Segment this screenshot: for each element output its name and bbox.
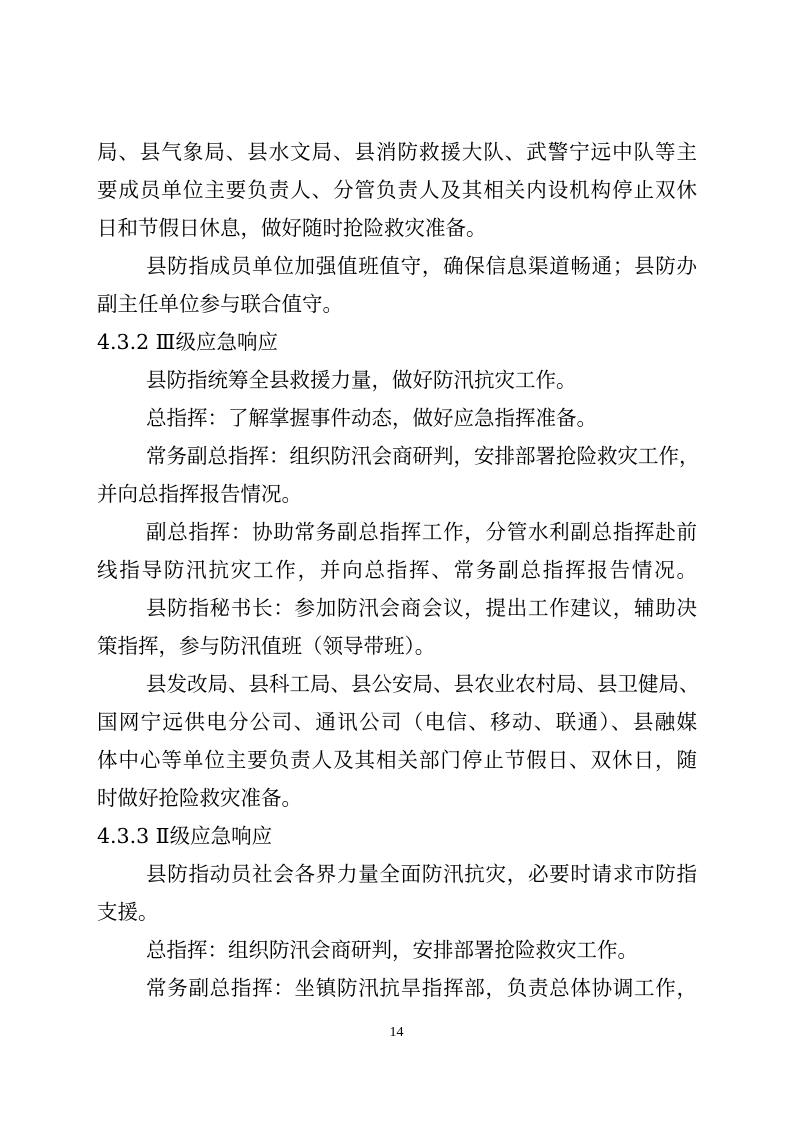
body-text-line: 副主任单位参与联合值守。 — [97, 292, 343, 316]
body-text-line: 策指挥，参与防汛值班（领导带班）。 — [97, 634, 436, 658]
section-heading-4-3-2: 4.3.2 Ⅲ级应急响应 — [97, 330, 278, 354]
body-text-line: 体中心等单位主要负责人及其相关部门停止节假日、双休日，随 — [97, 748, 697, 772]
body-text-line: 局、县气象局、县水文局、县消防救援大队、武警宁远中队等主 — [97, 140, 697, 164]
body-text-line: 县发改局、县科工局、县公安局、县农业农村局、县卫健局、 — [146, 672, 700, 696]
body-text-line: 支援。 — [97, 900, 159, 924]
body-text-line: 线指导防汛抗灾工作，并向总指挥、常务副总指挥报告情况。 — [97, 558, 697, 582]
body-text-line: 县防指动员社会各界力量全面防汛抗灾，必要时请求市防指 — [146, 862, 697, 886]
body-text-line: 日和节假日休息，做好随时抢险救灾准备。 — [97, 216, 487, 240]
body-text-line: 总指挥：了解掌握事件动态，做好应急指挥准备。 — [146, 406, 597, 430]
section-heading-4-3-3: 4.3.3 Ⅱ级应急响应 — [97, 824, 273, 848]
body-text-line: 县防指秘书长：参加防汛会商会议，提出工作建议，辅助决 — [146, 596, 697, 620]
body-text-line: 常务副总指挥：坐镇防汛抗旱指挥部，负责总体协调工作， — [146, 976, 697, 1000]
body-text-line: 县防指成员单位加强值班值守，确保信息渠道畅通；县防办 — [146, 254, 697, 278]
body-text-line: 副总指挥：协助常务副总指挥工作，分管水利副总指挥赴前 — [146, 520, 697, 544]
body-text-line: 并向总指挥报告情况。 — [97, 482, 302, 506]
body-text-line: 总指挥：组织防汛会商研判，安排部署抢险救灾工作。 — [146, 938, 638, 962]
body-text-line: 国网宁远供电分公司、通讯公司（电信、移动、联通）、县融媒 — [97, 710, 697, 734]
body-text-line: 要成员单位主要负责人、分管负责人及其相关内设机构停止双休 — [97, 178, 697, 202]
body-text-line: 常务副总指挥：组织防汛会商研判，安排部署抢险救灾工作， — [146, 444, 700, 468]
body-text-line: 县防指统筹全县救援力量，做好防汛抗灾工作。 — [146, 368, 577, 392]
body-text-line: 时做好抢险救灾准备。 — [97, 786, 302, 810]
page-number: 14 — [389, 1025, 404, 1040]
